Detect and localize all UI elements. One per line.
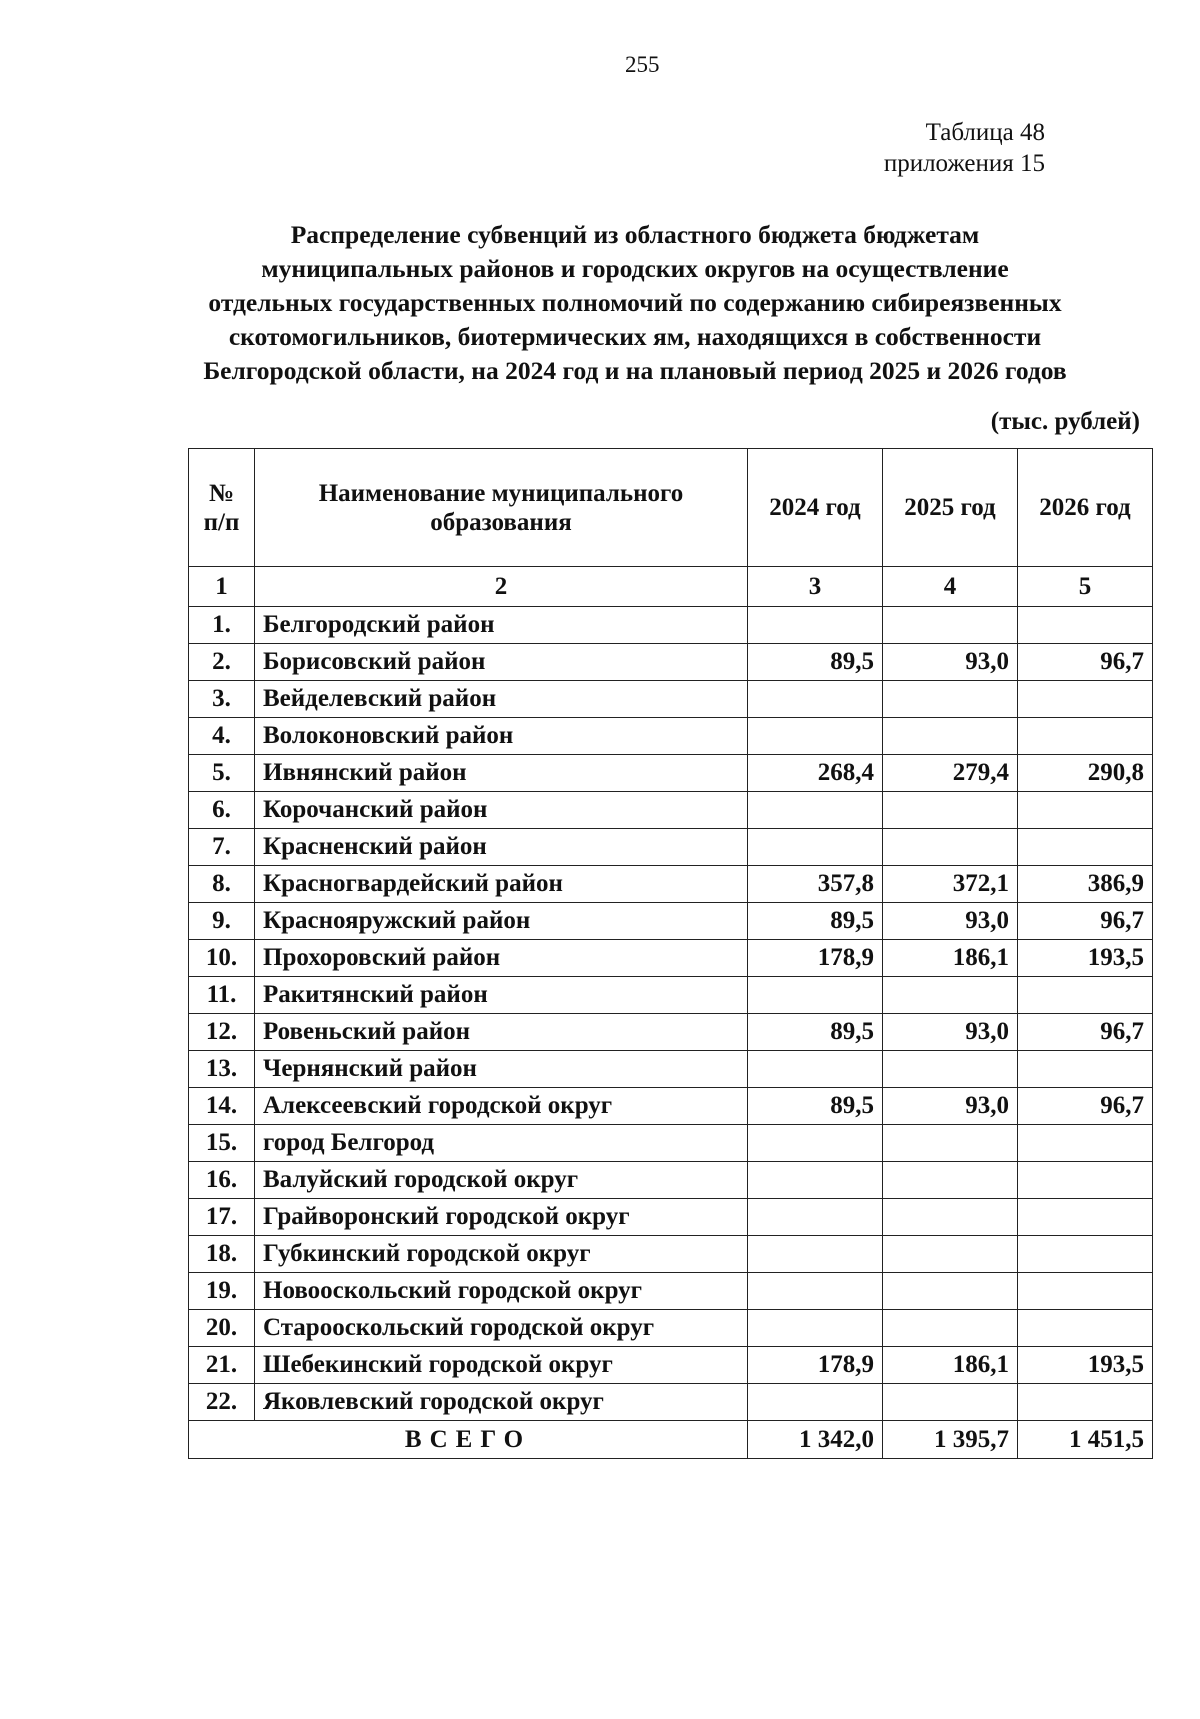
row-value-2024 (748, 1236, 883, 1273)
row-number: 15. (189, 1125, 255, 1162)
title-line4: скотомогильников, биотермических ям, находящихся в собственности (228, 322, 1042, 351)
row-value-2026: 386,9 (1018, 866, 1153, 903)
row-municipality-name: Грайворонский городской округ (255, 1199, 748, 1236)
row-value-2026 (1018, 1236, 1153, 1273)
header-2025: 2025 год (883, 449, 1018, 567)
row-value-2026 (1018, 1199, 1153, 1236)
row-municipality-name: Корочанский район (255, 792, 748, 829)
table-row (189, 1273, 1153, 1310)
subventions-table (188, 448, 1153, 1459)
row-value-2025: 279,4 (883, 755, 1018, 792)
total-row (189, 1421, 1153, 1459)
row-value-2025 (883, 977, 1018, 1014)
row-value-2025 (883, 1236, 1018, 1273)
row-municipality-name: Новооскольский городской округ (255, 1273, 748, 1310)
row-value-2024: 89,5 (748, 1088, 883, 1125)
table-row (189, 755, 1153, 792)
units-label: (тыс. рублей) (990, 408, 1140, 435)
row-value-2024 (748, 1162, 883, 1199)
row-municipality-name: Красненский район (255, 829, 748, 866)
row-municipality-name: Белгородский район (255, 607, 748, 644)
row-value-2024 (748, 977, 883, 1014)
row-number: 12. (189, 1014, 255, 1051)
total-2025: 1 395,7 (883, 1421, 1018, 1459)
row-value-2026 (1018, 977, 1153, 1014)
table-row (189, 681, 1153, 718)
table-row (189, 644, 1153, 681)
col-index-2: 2 (255, 567, 748, 607)
row-value-2026 (1018, 792, 1153, 829)
row-value-2025: 93,0 (883, 644, 1018, 681)
table-row (189, 1125, 1153, 1162)
col-index-3: 3 (748, 567, 883, 607)
document-title (140, 218, 1130, 388)
page-number: 255 (625, 52, 660, 77)
row-value-2024: 178,9 (748, 1347, 883, 1384)
table-row (189, 792, 1153, 829)
table-row (189, 903, 1153, 940)
row-municipality-name: Ровеньский район (255, 1014, 748, 1051)
row-value-2026: 96,7 (1018, 1088, 1153, 1125)
row-value-2024 (748, 1051, 883, 1088)
title-line1: Распределение субвенций из областного бюджета бюджетам (290, 220, 980, 249)
row-value-2024 (748, 829, 883, 866)
row-municipality-name: Шебекинский городской округ (255, 1347, 748, 1384)
row-value-2026: 96,7 (1018, 644, 1153, 681)
row-value-2024: 89,5 (748, 903, 883, 940)
row-number: 17. (189, 1199, 255, 1236)
row-value-2026 (1018, 1051, 1153, 1088)
row-value-2025: 186,1 (883, 1347, 1018, 1384)
row-number: 14. (189, 1088, 255, 1125)
table-row (189, 866, 1153, 903)
row-municipality-name: Алексеевский городской округ (255, 1088, 748, 1125)
table-header-row (189, 449, 1153, 567)
title-line2: муниципальных районов и городских округов на осуществление (261, 254, 1009, 283)
row-number: 7. (189, 829, 255, 866)
table-ref-line1: Таблица 48 (925, 119, 1045, 146)
row-number: 11. (189, 977, 255, 1014)
table-row (189, 1236, 1153, 1273)
row-value-2024: 357,8 (748, 866, 883, 903)
row-value-2026 (1018, 829, 1153, 866)
row-value-2025 (883, 1051, 1018, 1088)
row-number: 1. (189, 607, 255, 644)
row-municipality-name: Чернянский район (255, 1051, 748, 1088)
row-value-2024 (748, 718, 883, 755)
row-value-2026: 193,5 (1018, 1347, 1153, 1384)
row-municipality-name: Ракитянский район (255, 977, 748, 1014)
row-value-2025 (883, 1125, 1018, 1162)
row-municipality-name: Вейделевский район (255, 681, 748, 718)
row-number: 19. (189, 1273, 255, 1310)
column-index-row (189, 567, 1153, 607)
row-number: 13. (189, 1051, 255, 1088)
row-number: 5. (189, 755, 255, 792)
table-row (189, 1199, 1153, 1236)
total-2024: 1 342,0 (748, 1421, 883, 1459)
row-municipality-name: Губкинский городской округ (255, 1236, 748, 1273)
table-ref-line2: приложения 15 (883, 150, 1045, 177)
row-value-2026 (1018, 681, 1153, 718)
row-value-2025: 93,0 (883, 1088, 1018, 1125)
table-row (189, 977, 1153, 1014)
row-value-2025 (883, 829, 1018, 866)
row-municipality-name: Краснояружский район (255, 903, 748, 940)
table-row (189, 1014, 1153, 1051)
row-value-2026 (1018, 1384, 1153, 1421)
row-number: 4. (189, 718, 255, 755)
row-value-2024 (748, 1199, 883, 1236)
header-num: № п/п (189, 449, 255, 567)
row-number: 16. (189, 1162, 255, 1199)
col-index-4: 4 (883, 567, 1018, 607)
row-value-2024 (748, 681, 883, 718)
row-value-2025: 93,0 (883, 1014, 1018, 1051)
row-value-2025: 372,1 (883, 866, 1018, 903)
row-value-2024: 268,4 (748, 755, 883, 792)
table-reference (884, 117, 1045, 179)
row-number: 3. (189, 681, 255, 718)
row-value-2026 (1018, 1162, 1153, 1199)
total-label: ВСЕГО (189, 1421, 748, 1459)
row-municipality-name: Борисовский район (255, 644, 748, 681)
row-value-2025 (883, 607, 1018, 644)
title-line3: отдельных государственных полномочий по содержанию сибиреязвенных (208, 288, 1062, 317)
row-value-2025 (883, 1273, 1018, 1310)
row-municipality-name: Яковлевский городской округ (255, 1384, 748, 1421)
row-value-2024 (748, 792, 883, 829)
row-value-2024 (748, 1310, 883, 1347)
row-value-2024: 178,9 (748, 940, 883, 977)
row-value-2024: 89,5 (748, 644, 883, 681)
row-number: 22. (189, 1384, 255, 1421)
row-number: 10. (189, 940, 255, 977)
row-value-2026: 290,8 (1018, 755, 1153, 792)
row-value-2026: 193,5 (1018, 940, 1153, 977)
row-value-2026 (1018, 607, 1153, 644)
row-municipality-name: Волоконовский район (255, 718, 748, 755)
row-value-2026: 96,7 (1018, 903, 1153, 940)
table-row (189, 718, 1153, 755)
row-number: 21. (189, 1347, 255, 1384)
row-value-2026 (1018, 1125, 1153, 1162)
row-municipality-name: Валуйский городской округ (255, 1162, 748, 1199)
row-number: 18. (189, 1236, 255, 1273)
row-value-2024: 89,5 (748, 1014, 883, 1051)
header-2026: 2026 год (1018, 449, 1153, 567)
row-value-2025 (883, 792, 1018, 829)
row-value-2025 (883, 1199, 1018, 1236)
row-municipality-name: Красногвардейский район (255, 866, 748, 903)
title-line5: Белгородской области, на 2024 год и на плановый период 2025 и 2026 годов (203, 356, 1067, 385)
row-value-2024 (748, 1125, 883, 1162)
row-value-2025: 186,1 (883, 940, 1018, 977)
row-value-2025: 93,0 (883, 903, 1018, 940)
table-row (189, 1347, 1153, 1384)
row-municipality-name: город Белгород (255, 1125, 748, 1162)
col-index-5: 5 (1018, 567, 1153, 607)
row-number: 20. (189, 1310, 255, 1347)
row-value-2025 (883, 1162, 1018, 1199)
row-value-2024 (748, 1273, 883, 1310)
row-value-2024 (748, 1384, 883, 1421)
row-municipality-name: Прохоровский район (255, 940, 748, 977)
row-value-2025 (883, 1384, 1018, 1421)
table-row (189, 1310, 1153, 1347)
row-number: 2. (189, 644, 255, 681)
table-row (189, 1162, 1153, 1199)
row-value-2024 (748, 607, 883, 644)
table-row (189, 607, 1153, 644)
row-municipality-name: Ивнянский район (255, 755, 748, 792)
table-row (189, 1088, 1153, 1125)
row-municipality-name: Старооскольский городской округ (255, 1310, 748, 1347)
col-index-1: 1 (189, 567, 255, 607)
table-row (189, 940, 1153, 977)
row-value-2025 (883, 681, 1018, 718)
row-number: 6. (189, 792, 255, 829)
row-number: 9. (189, 903, 255, 940)
table-body (189, 607, 1153, 1421)
row-value-2026 (1018, 1273, 1153, 1310)
row-value-2026: 96,7 (1018, 1014, 1153, 1051)
row-value-2026 (1018, 718, 1153, 755)
table-row (189, 829, 1153, 866)
table-row (189, 1384, 1153, 1421)
table-row (189, 1051, 1153, 1088)
total-2026: 1 451,5 (1018, 1421, 1153, 1459)
row-value-2025 (883, 718, 1018, 755)
header-name: Наименование муниципального образования (255, 449, 748, 567)
row-value-2025 (883, 1310, 1018, 1347)
header-2024: 2024 год (748, 449, 883, 567)
row-number: 8. (189, 866, 255, 903)
row-value-2026 (1018, 1310, 1153, 1347)
